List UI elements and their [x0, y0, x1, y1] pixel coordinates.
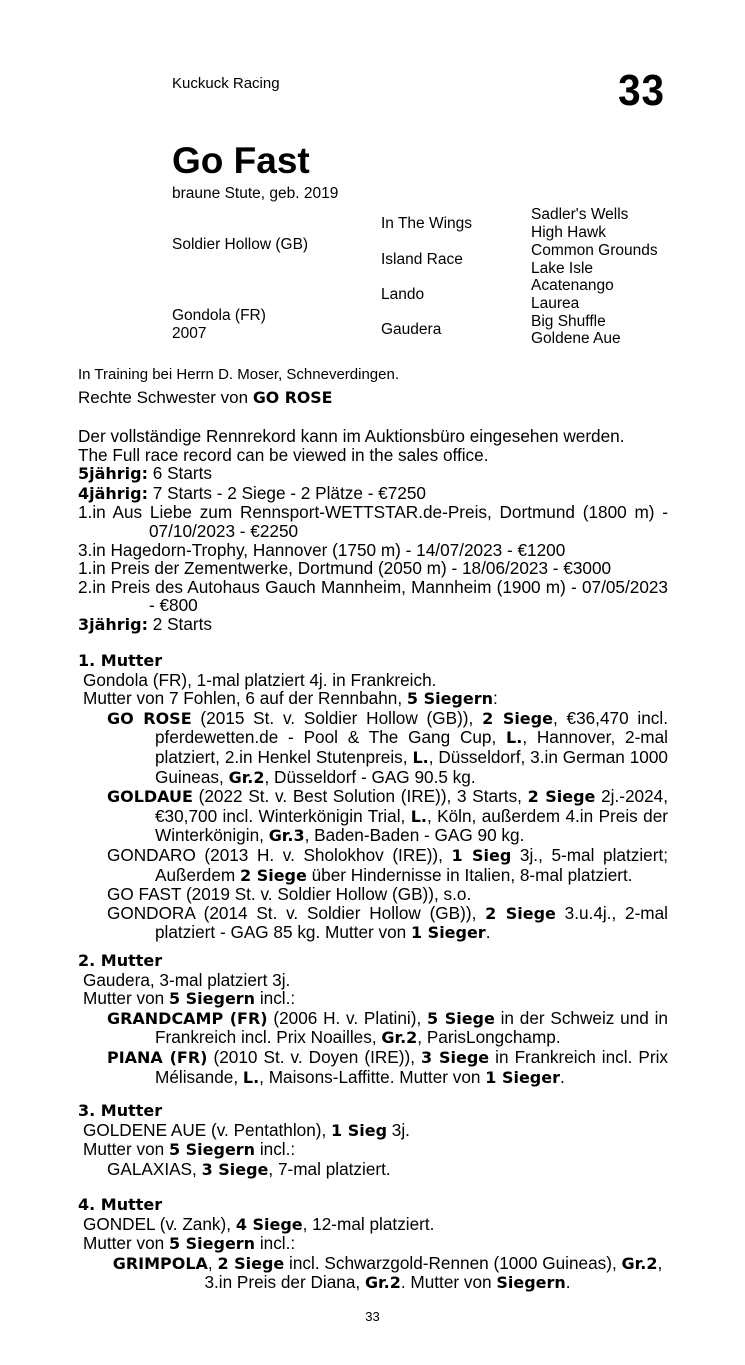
record-note-en: The Full race record can be viewed in the sales office. [78, 444, 489, 465]
sister-prefix: Rechte Schwester von [78, 388, 253, 407]
bold-text: Siegern [496, 1273, 566, 1293]
horse-description: braune Stute, geb. 2019 [172, 185, 339, 202]
text: , €36,470 incl. pferdewetten.de - Pool & The Gang Cup, [155, 707, 668, 748]
progeny-entry [78, 846, 668, 885]
pedigree-great-grandparent: Sadler's Wells [531, 206, 629, 223]
dam-produce-summary [78, 989, 668, 1009]
record-year-summary: 6 Starts [147, 463, 212, 484]
pedigree-great-grandparent: Goldene Aue [531, 330, 621, 347]
progeny-entry [78, 904, 668, 943]
text: Mutter von 7 Fohlen, 6 auf der Rennbahn, [83, 688, 407, 709]
bold-text: GRIMPOLA [112, 1253, 208, 1273]
text: Mutter von [83, 1139, 169, 1160]
training-info: In Training bei Herrn D. Moser, Schneverdingen. [78, 366, 399, 383]
bold-text: 5 Siegern [406, 689, 493, 709]
race-record [78, 427, 668, 635]
bold-text: 1 Sieg [331, 1120, 388, 1140]
pedigree-great-grandparent: Common Grounds [531, 242, 658, 259]
dam-heading: 2. Mutter [78, 951, 163, 970]
dam-performance [78, 1121, 668, 1141]
text: incl.: [255, 1139, 296, 1160]
text: Mutter von [83, 1233, 169, 1254]
text: incl.: [255, 1233, 296, 1254]
page-number: 33 [365, 1309, 380, 1324]
horse-name: Go Fast [172, 140, 310, 181]
record-race: 1.in Preis der Zementwerke, Dortmund (2050 m) - 18/06/2023 - €3000 [78, 558, 612, 579]
text: GOLDENE AUE (v. Pentathlon), [83, 1119, 332, 1140]
text: (2022 St. v. Best Solution (IRE)), 3 Starts, [192, 786, 528, 807]
bold-text: 3 Siege [201, 1159, 269, 1179]
record-race: 2.in Preis des Autohaus Gauch Mannheim, Mannheim (1900 m) - 07/05/2023 - €800 [78, 576, 668, 616]
pedigree-great-grandparent: Lake Isle [531, 260, 594, 277]
bold-text: 2 Siege [217, 1253, 285, 1273]
record-year-summary: 7 Starts - 2 Siege - 2 Plätze - €7250 [147, 482, 426, 503]
bold-text: L. [412, 747, 429, 767]
text: GALAXIAS, [107, 1158, 202, 1179]
bold-text: 2 Siege [482, 708, 553, 728]
progeny-entry [78, 1254, 668, 1293]
dam-heading: 1. Mutter [78, 651, 163, 670]
bold-text: 1 Sieg [451, 845, 512, 865]
pedigree-sire-dam: Island Race [381, 251, 463, 268]
sister-name: GO ROSE [252, 388, 333, 407]
text: in der Schweiz und in Frankreich incl. Prix Noailles, [155, 1007, 668, 1048]
bold-text: Gr.3 [268, 826, 305, 846]
dam-produce-summary [78, 689, 668, 709]
bold-text: 3 Siege [421, 1047, 490, 1067]
progeny-entry [78, 885, 668, 904]
bold-text: Gr.2 [228, 767, 265, 787]
record-year-label: 3jährig: [78, 614, 148, 634]
pedigree-great-grandparent: High Hawk [531, 224, 606, 241]
dam-section-1 [78, 652, 668, 943]
text: , Hannover, 2-mal platziert, 2.in Henkel Stutenpreis, [155, 727, 668, 767]
bold-text: 1 Sieger [411, 923, 486, 943]
dam-section-2 [78, 952, 668, 1087]
text: Mutter von [83, 988, 169, 1009]
bold-text: PIANA (FR) [107, 1047, 208, 1067]
dam-performance: Gaudera, 3-mal platziert 3j. [83, 969, 291, 990]
text: GONDEL (v. Zank), [83, 1213, 236, 1234]
record-year [78, 464, 668, 484]
bold-text: Gr.2 [381, 1028, 418, 1048]
pedigree-dam [172, 307, 266, 343]
pedigree-dam-dam: Gaudera [381, 321, 442, 338]
text: . [565, 1272, 571, 1293]
pedigree-dam-name: Gondola (FR) [172, 307, 266, 324]
text: 3j., 5-mal platziert; Außerdem [155, 844, 668, 885]
bold-text: Gr.2 [364, 1273, 401, 1293]
bold-text: 5 Siege [427, 1008, 495, 1028]
pedigree-great-grandparent: Laurea [531, 295, 580, 312]
dam-section-4 [78, 1196, 668, 1293]
text: über Hindernisse in Italien, 8-mal platziert. [306, 864, 633, 885]
text: , Baden-Baden - GAG 90 kg. [304, 825, 525, 846]
text: GO FAST (2019 St. v. Soldier Hollow (GB)), s.o. [107, 884, 472, 905]
dam-heading: 4. Mutter [78, 1195, 163, 1214]
text: : [492, 688, 498, 709]
text: , [207, 1252, 218, 1273]
bold-text: 5 Siegern [168, 1234, 256, 1254]
lot-number: 33 [618, 66, 665, 115]
bold-text: GO ROSE [107, 708, 192, 728]
pedigree-sire-sire: In The Wings [381, 215, 473, 232]
record-race: 3.in Hagedorn-Trophy, Hannover (1750 m) - 14/07/2023 - €1200 [78, 539, 566, 560]
bold-text: Gr.2 [621, 1253, 658, 1273]
text: (2010 St. v. Doyen (IRE)), [207, 1046, 422, 1067]
text: . [485, 922, 491, 943]
bold-text: L. [410, 806, 427, 826]
bold-text: 2 Siege [485, 903, 556, 923]
record-race: 1.in Aus Liebe zum Rennsport-WETTSTAR.de-Preis, Dortmund (1800 m) - 07/10/2023 - €2250 [78, 502, 668, 541]
dam-section-3 [78, 1102, 668, 1179]
pedigree-great-grandparent: Big Shuffle [531, 313, 606, 330]
record-note-de: Der vollständige Rennrekord kann im Auktionsbüro eingesehen werden. [78, 426, 625, 446]
pedigree-sire: Soldier Hollow (GB) [172, 236, 309, 253]
pedigree-dam-sire: Lando [381, 286, 425, 303]
text: , 7-mal platziert. [268, 1158, 391, 1179]
text: , Maisons-Laffitte. Mutter von [259, 1066, 486, 1087]
consignor-name: Kuckuck Racing [172, 75, 280, 92]
text: GONDORA (2014 St. v. Soldier Hollow (GB)), [107, 902, 486, 923]
bold-text: GOLDAUE [107, 787, 193, 807]
text: incl.: [255, 988, 296, 1009]
dam-produce-summary [78, 1140, 668, 1160]
text: in Frankreich incl. Prix Mélisande, [155, 1046, 668, 1087]
bold-text: 2 Siege [527, 787, 596, 807]
text: , Düsseldorf - GAG 90.5 kg. [264, 766, 476, 787]
text: incl. Schwarzgold-Rennen (1000 Guineas), [284, 1252, 622, 1273]
text: , ParisLongchamp. [417, 1027, 561, 1048]
dam-heading: 3. Mutter [78, 1101, 163, 1120]
progeny-entry [78, 1048, 668, 1087]
text: 2j.-2024, €30,700 incl. Winterkönigin Trial, [155, 786, 668, 826]
dam-performance [78, 1215, 668, 1235]
bold-text: GRANDCAMP (FR) [107, 1008, 268, 1028]
progeny-entry [78, 709, 668, 787]
text: 3j. [387, 1119, 410, 1140]
pedigree-great-grandparent: Acatenango [531, 277, 614, 294]
bold-text: L. [506, 728, 523, 748]
bold-text: 2 Siege [240, 865, 307, 885]
record-year [78, 615, 668, 635]
bold-text: 1 Sieger [485, 1067, 560, 1087]
text: GONDARO (2013 H. v. Sholokhov (IRE)), [107, 844, 452, 865]
text: . [559, 1066, 565, 1087]
bold-text: L. [242, 1067, 260, 1087]
text: . Mutter von [400, 1272, 497, 1293]
progeny-entry [78, 787, 668, 846]
text: , 3.in Preis der Diana, [204, 1252, 663, 1293]
text: , 12-mal platziert. [302, 1213, 435, 1234]
record-year-label: 4jährig: [78, 483, 148, 503]
record-year-summary: 2 Starts [147, 613, 212, 634]
text: (2015 St. v. Soldier Hollow (GB)), [191, 707, 483, 728]
pedigree-dam-year: 2007 [172, 325, 207, 342]
record-year [78, 484, 668, 504]
text: , Düsseldorf, 3.in German 1000 Guineas, [155, 746, 668, 787]
dam-produce-summary [78, 1234, 668, 1254]
progeny-entry [78, 1009, 668, 1048]
text: (2006 H. v. Platini), [267, 1007, 428, 1028]
text: , Köln, außerdem 4.in Preis der Winterkönigin, [155, 805, 669, 846]
text: 3.u.4j., 2-mal platziert - GAG 85 kg. Mutter von [155, 902, 668, 943]
progeny-entry [78, 1160, 668, 1180]
sister-info [78, 388, 332, 408]
bold-text: 4 Siege [235, 1214, 303, 1234]
record-year-label: 5jährig: [78, 464, 148, 484]
bold-text: 5 Siegern [168, 989, 256, 1009]
bold-text: 5 Siegern [168, 1140, 256, 1160]
dam-performance: Gondola (FR), 1-mal platziert 4j. in Frankreich. [83, 669, 437, 690]
